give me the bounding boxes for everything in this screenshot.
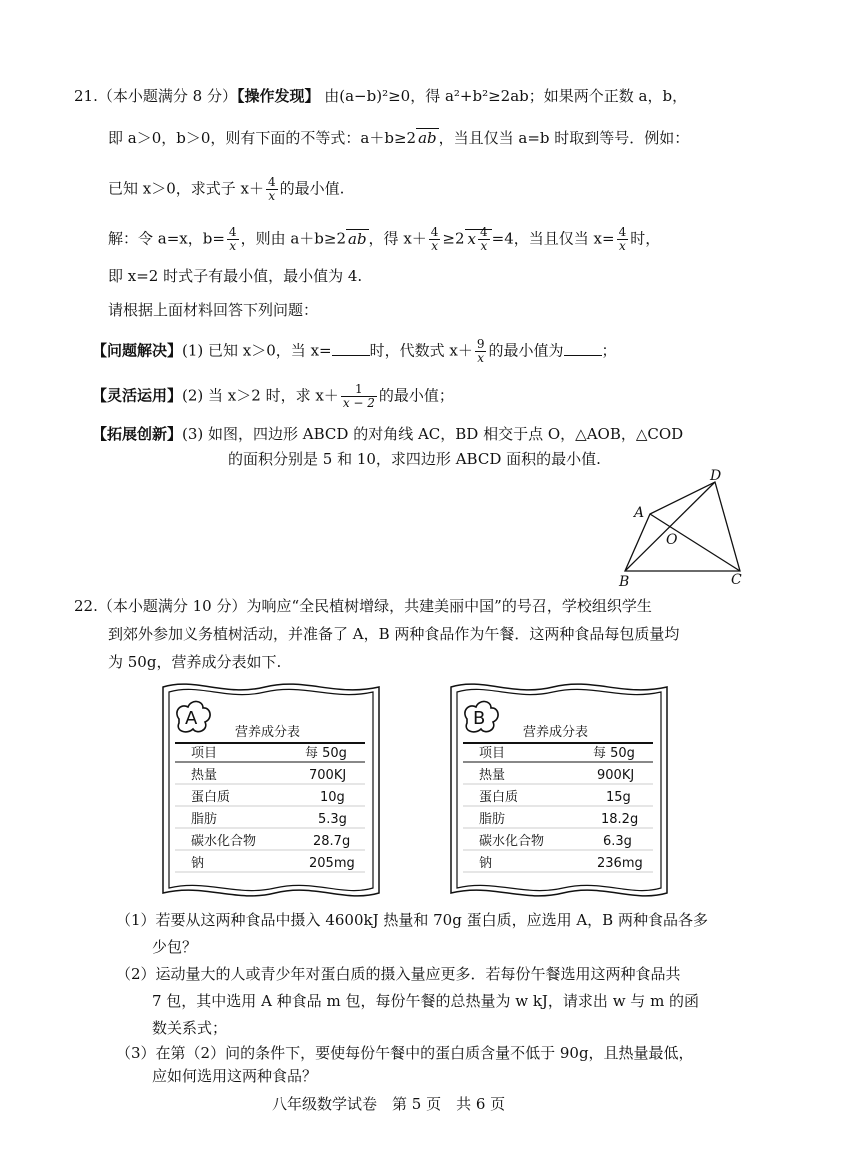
q22-sub1-b: 少包？ bbox=[152, 938, 198, 956]
q22-sub3-b: 应如何选用这两种食品？ bbox=[152, 1067, 318, 1085]
q21-tag: 【操作发现】 bbox=[236, 87, 320, 105]
sqrt: ab bbox=[348, 229, 367, 248]
frac-den: x bbox=[477, 351, 485, 365]
card-row-value: 5.3g bbox=[318, 812, 347, 827]
q21-part3-line2: 的面积分别是 5 和 10，求四边形 ABCD 面积的最小值. bbox=[228, 450, 601, 468]
q22-sub2-c: 数关系式； bbox=[152, 1019, 228, 1037]
card-row-value: 900KJ bbox=[597, 768, 635, 783]
q22-sub2-b: 7 包，其中选用 A 种食品 m 包，每份午餐的总热量为 w kJ，请求出 w 与 m 的函 bbox=[152, 992, 700, 1010]
card-row-value: 15g bbox=[606, 790, 631, 805]
card-title: 营养成分表 bbox=[523, 725, 589, 740]
card-letter: A bbox=[185, 708, 198, 729]
label-c: C bbox=[731, 572, 742, 588]
q21-number: 21. bbox=[74, 87, 98, 105]
fraction bbox=[617, 226, 629, 253]
q21-part1 bbox=[92, 338, 617, 365]
fraction bbox=[341, 383, 377, 410]
card-row-value: 10g bbox=[320, 790, 345, 805]
nutrition-card-a bbox=[155, 675, 387, 905]
frac-num: 4 bbox=[430, 225, 439, 239]
card-row-name: 蛋白质 bbox=[191, 790, 231, 805]
part1-d: ； bbox=[601, 341, 617, 360]
card-row-value: 700KJ bbox=[309, 768, 347, 783]
sol-part: 解：令 a=x，b= bbox=[108, 229, 225, 248]
sqrt-var: x bbox=[467, 229, 477, 248]
q21-part3-line1 bbox=[92, 424, 683, 444]
fraction bbox=[475, 338, 487, 365]
frac-den: x bbox=[431, 239, 438, 253]
part2-tag: 【灵活运用】 bbox=[92, 386, 183, 405]
page-footer: 八年级数学试卷 第 5 页 共 6 页 bbox=[272, 1095, 506, 1113]
sol-part: ，得 x＋ bbox=[368, 229, 427, 248]
card-row-name: 碳水化合物 bbox=[191, 834, 257, 849]
q21-line2-sqrt: ab bbox=[418, 129, 437, 147]
card-row-name: 脂肪 bbox=[479, 812, 506, 827]
part3-a: (3) 如图，四边形 ABCD 的对角线 AC，BD 相交于点 O，△AOB，△COD bbox=[182, 425, 684, 443]
quad-outline bbox=[625, 482, 740, 571]
part1-b: 时，代数式 x＋ bbox=[369, 341, 473, 360]
q22-line2: 到郊外参加义务植树活动，并准备了 A，B 两种食品作为午餐．这两种食品每包质量均 bbox=[108, 625, 680, 643]
frac-num: 4 bbox=[228, 225, 237, 239]
sol-part: ≥2 bbox=[442, 229, 465, 248]
label-a: A bbox=[634, 505, 645, 521]
sqrt-group bbox=[465, 225, 492, 253]
nutrition-card-b bbox=[443, 675, 675, 905]
card-row-name: 碳水化合物 bbox=[479, 834, 545, 849]
q22-sub2-a: （2）运动量大的人或青少年对蛋白质的摄入量应更多．若每份午餐选用这两种食品共 bbox=[116, 965, 681, 983]
q21-line3-a: 已知 x＞0，求式子 x＋ bbox=[108, 179, 264, 198]
q21-line3-b: 的最小值. bbox=[279, 179, 345, 198]
card-letter: B bbox=[473, 708, 486, 729]
frac-num: 4 bbox=[618, 225, 627, 239]
part2-b: 的最小值； bbox=[378, 386, 454, 405]
part1-a: (1) 已知 x＞0，当 x= bbox=[182, 341, 332, 360]
card-header-item: 项目 bbox=[479, 746, 506, 761]
card-row-value: 18.2g bbox=[601, 812, 639, 827]
diagonal-bd bbox=[625, 482, 715, 571]
card-row-name: 脂肪 bbox=[191, 812, 218, 827]
fraction bbox=[478, 226, 490, 253]
label-d: D bbox=[710, 468, 722, 484]
card-row-value: 6.3g bbox=[603, 834, 632, 849]
card-row-name: 热量 bbox=[479, 768, 506, 783]
frac-num: 1 bbox=[341, 383, 377, 397]
answer-blank[interactable] bbox=[332, 341, 370, 356]
q21-line5: 即 x=2 时式子有最小值，最小值为 4. bbox=[108, 267, 363, 285]
card-header-per: 每 50g bbox=[593, 746, 635, 761]
q21-line1 bbox=[74, 86, 687, 106]
q22-line3: 为 50g，营养成分表如下. bbox=[108, 653, 282, 671]
part3-tag: 【拓展创新】 bbox=[92, 425, 183, 443]
frac-den: x bbox=[480, 239, 488, 253]
q21-line2-b: ，当且仅当 a=b 时取到等号．例如： bbox=[438, 129, 690, 147]
frac-num: 4 bbox=[480, 225, 488, 239]
frac-num: 9 bbox=[476, 337, 485, 351]
card-header-item: 项目 bbox=[191, 746, 218, 761]
q21-line1-text: 由(a−b)²≥0，得 a²+b²≥2ab；如果两个正数 a，b， bbox=[324, 87, 688, 105]
card-row-name: 钠 bbox=[479, 856, 493, 871]
sol-part: 时， bbox=[630, 229, 661, 248]
q22-sub1-a: （1）若要从这两种食品中摄入 4600kJ 热量和 70g 蛋白质，应选用 A，B 两种食品各多 bbox=[116, 911, 708, 929]
part1-c: 的最小值为 bbox=[488, 341, 564, 360]
q21-line6: 请根据上面材料回答下列问题： bbox=[108, 301, 319, 319]
fraction bbox=[266, 176, 278, 203]
quadrilateral-figure bbox=[610, 468, 770, 588]
card-row-name: 蛋白质 bbox=[479, 790, 519, 805]
card-row-value: 205mg bbox=[309, 856, 355, 871]
card-row-name: 热量 bbox=[191, 768, 218, 783]
q21-line2 bbox=[108, 128, 689, 148]
sol-part: =4，当且仅当 x= bbox=[491, 229, 615, 248]
q21-solution bbox=[108, 226, 660, 253]
part2-a: (2) 当 x＞2 时，求 x＋ bbox=[182, 386, 339, 405]
q21-line3 bbox=[108, 176, 344, 203]
frac-den: x bbox=[229, 239, 237, 253]
q22-line1: 22.（本小题满分 10 分）为响应“全民植树增绿，共建美丽中国”的号召，学校组织学生 bbox=[74, 597, 652, 615]
q21-line2-a: 即 a＞0，b＞0，则有下面的不等式：a＋b≥2 bbox=[108, 129, 417, 147]
frac-num: 4 bbox=[268, 175, 276, 189]
card-title: 营养成分表 bbox=[235, 725, 301, 740]
label-o: O bbox=[666, 532, 678, 548]
sol-part: ，则由 a＋b≥2 bbox=[240, 229, 346, 248]
card-row-name: 钠 bbox=[191, 856, 205, 871]
q21-score: （本小题满分 8 分） bbox=[97, 87, 237, 105]
q21-part2 bbox=[92, 383, 454, 410]
card-row-value: 28.7g bbox=[313, 834, 351, 849]
frac-den: x bbox=[619, 239, 626, 253]
answer-blank[interactable] bbox=[564, 341, 602, 356]
card-row-value: 236mg bbox=[597, 856, 643, 871]
card-header-per: 每 50g bbox=[305, 746, 347, 761]
frac-den: x − 2 bbox=[342, 396, 375, 410]
frac-den: x bbox=[268, 189, 276, 203]
fraction bbox=[429, 226, 441, 253]
label-b: B bbox=[619, 574, 630, 588]
part1-tag: 【问题解决】 bbox=[92, 341, 183, 360]
q22-sub3-a: （3）在第（2）问的条件下，要使每份午餐中的蛋白质含量不低于 90g，且热量最低， bbox=[116, 1044, 694, 1062]
fraction bbox=[227, 226, 239, 253]
